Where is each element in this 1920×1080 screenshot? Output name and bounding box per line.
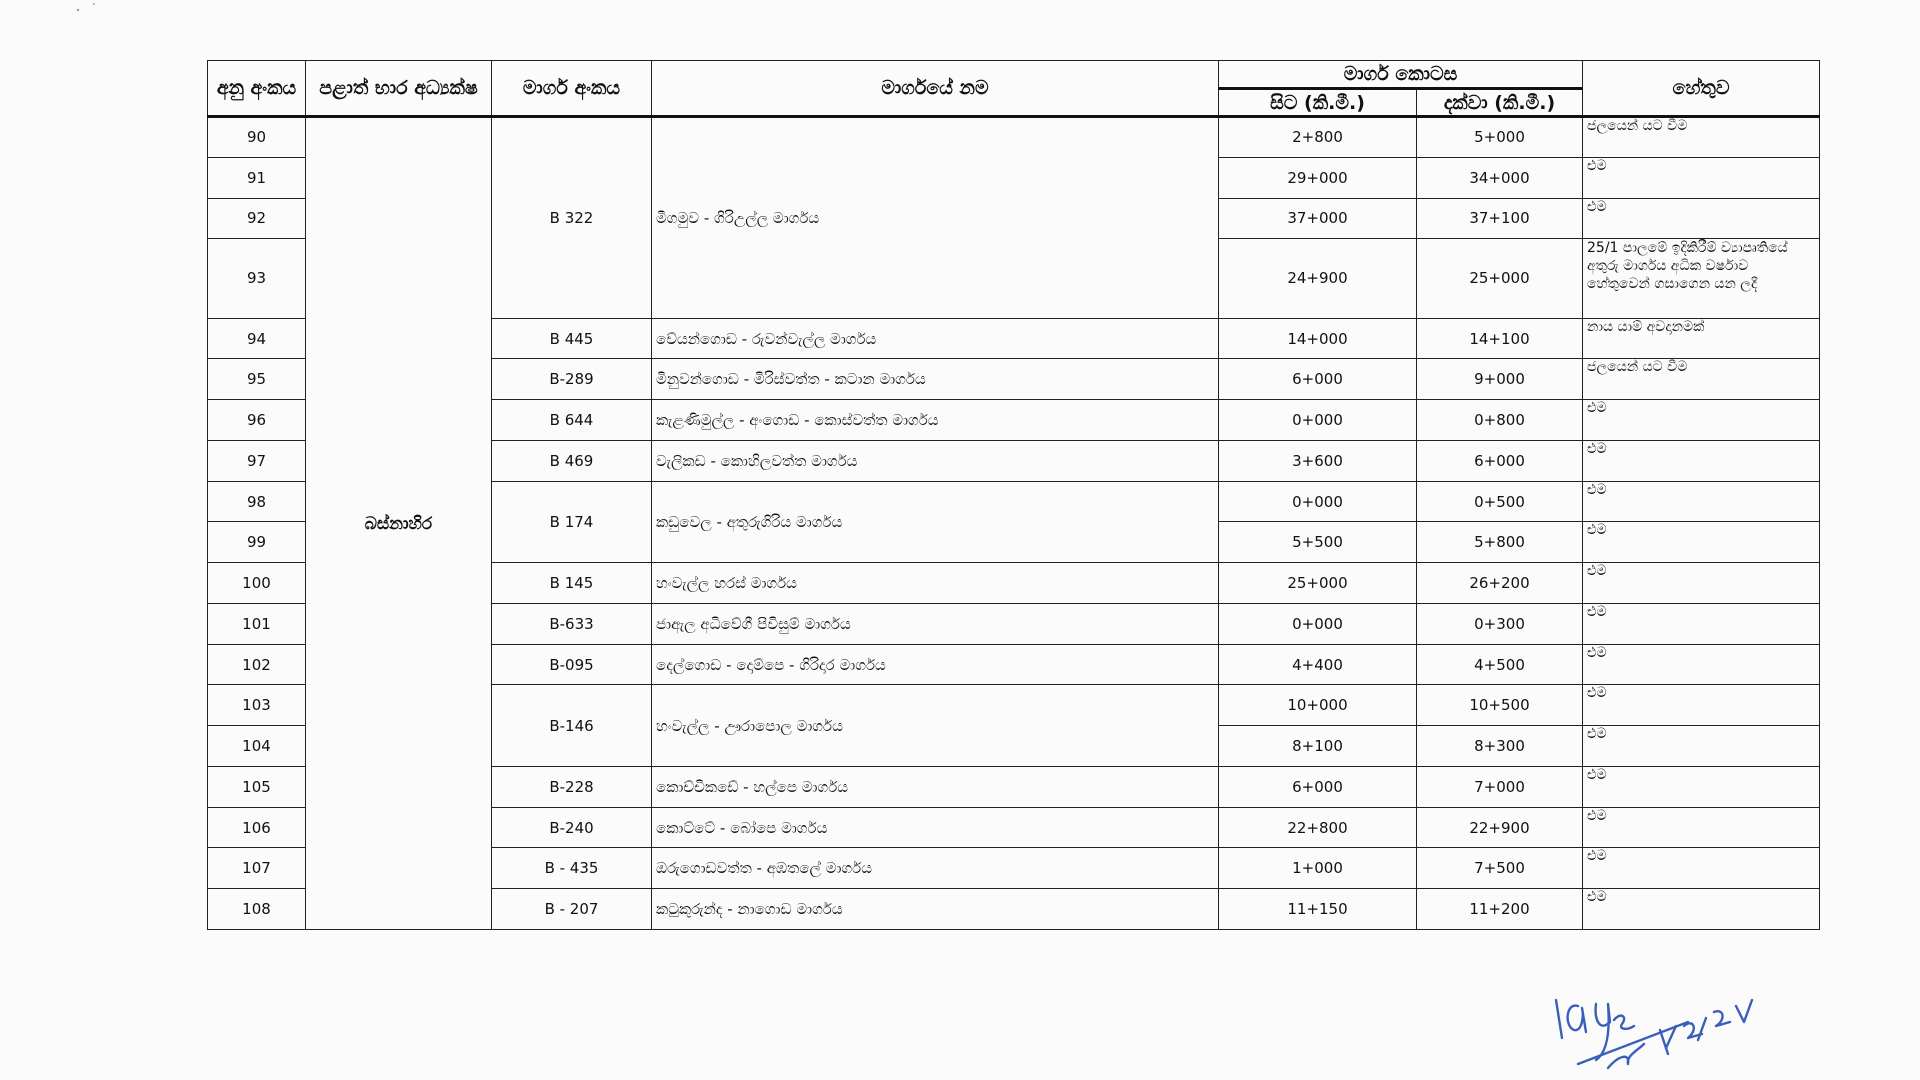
serial-cell: 104 <box>208 726 306 767</box>
reason-cell: එම <box>1583 644 1820 685</box>
from-cell: 5+500 <box>1219 522 1417 563</box>
to-cell: 0+800 <box>1417 400 1583 441</box>
from-cell: 10+000 <box>1219 685 1417 726</box>
serial-cell: 95 <box>208 359 306 400</box>
road-no-cell: B 145 <box>492 563 652 604</box>
road-name-cell: ඔරුගොඩවත්ත - අඹතලේ මාර්ගය <box>652 848 1219 889</box>
header-road-no: මාර්ග අංකය <box>492 61 652 117</box>
to-cell: 0+300 <box>1417 603 1583 644</box>
to-cell: 0+500 <box>1417 481 1583 522</box>
road-name-cell: වැලිකඩ - කොහිලවත්ත මාර්ගය <box>652 440 1219 481</box>
serial-cell: 101 <box>208 603 306 644</box>
header-road-name: මාර්ගයේ නම <box>652 61 1219 117</box>
serial-cell: 99 <box>208 522 306 563</box>
table-header <box>208 61 1820 117</box>
from-cell: 37+000 <box>1219 198 1417 239</box>
to-cell: 26+200 <box>1417 563 1583 604</box>
to-cell: 8+300 <box>1417 726 1583 767</box>
serial-cell: 93 <box>208 239 306 318</box>
reason-cell: එම <box>1583 807 1820 848</box>
reason-cell: එම <box>1583 400 1820 441</box>
road-name-cell: මිනුවන්ගොඩ - මිරිස්වත්ත - කටාන මාර්ගය <box>652 359 1219 400</box>
serial-cell: 107 <box>208 848 306 889</box>
serial-cell: 98 <box>208 481 306 522</box>
road-no-cell: B-228 <box>492 766 652 807</box>
serial-cell: 90 <box>208 117 306 158</box>
handwritten-signature <box>1548 960 1768 1070</box>
from-cell: 2+800 <box>1219 117 1417 158</box>
table-body <box>208 117 1820 930</box>
to-cell: 7+000 <box>1417 766 1583 807</box>
road-closure-table-wrap <box>207 60 1819 930</box>
reason-cell: නාය යාම් අවදානමක් <box>1583 318 1820 359</box>
from-cell: 0+000 <box>1219 481 1417 522</box>
road-closure-table <box>207 60 1820 930</box>
reason-cell: ජලයෙන් යට වීම <box>1583 359 1820 400</box>
road-no-cell: B 174 <box>492 481 652 563</box>
from-cell: 0+000 <box>1219 400 1417 441</box>
header-reason: හේතුව <box>1583 61 1820 117</box>
to-cell: 5+800 <box>1417 522 1583 563</box>
road-no-cell: B-095 <box>492 644 652 685</box>
serial-cell: 102 <box>208 644 306 685</box>
serial-cell: 96 <box>208 400 306 441</box>
reason-cell: එම <box>1583 685 1820 726</box>
from-cell: 6+000 <box>1219 766 1417 807</box>
from-cell: 1+000 <box>1219 848 1417 889</box>
reason-cell: එම <box>1583 157 1820 198</box>
from-cell: 14+000 <box>1219 318 1417 359</box>
from-cell: 4+400 <box>1219 644 1417 685</box>
from-cell: 29+000 <box>1219 157 1417 198</box>
road-no-cell: B - 207 <box>492 889 652 930</box>
reason-cell: එම <box>1583 603 1820 644</box>
road-name-cell: හංවැල්ල - ඌරාපොල මාර්ගය <box>652 685 1219 767</box>
reason-cell: එම <box>1583 848 1820 889</box>
serial-cell: 103 <box>208 685 306 726</box>
header-to: දක්වා (කි.මී.) <box>1417 89 1583 117</box>
from-cell: 11+150 <box>1219 889 1417 930</box>
to-cell: 14+100 <box>1417 318 1583 359</box>
from-cell: 8+100 <box>1219 726 1417 767</box>
serial-cell: 100 <box>208 563 306 604</box>
road-no-cell: B 322 <box>492 117 652 319</box>
serial-cell: 108 <box>208 889 306 930</box>
to-cell: 37+100 <box>1417 198 1583 239</box>
road-name-cell: දෙල්ගොඩ - දොම්පෙ - ගිරිදාර මාර්ගය <box>652 644 1219 685</box>
reason-cell: එම <box>1583 481 1820 522</box>
from-cell: 0+000 <box>1219 603 1417 644</box>
to-cell: 7+500 <box>1417 848 1583 889</box>
to-cell: 34+000 <box>1417 157 1583 198</box>
to-cell: 4+500 <box>1417 644 1583 685</box>
road-name-cell: හංවැල්ල හරස් මාර්ගය <box>652 563 1219 604</box>
header-section: මාර්ග කොටස <box>1219 61 1583 89</box>
to-cell: 6+000 <box>1417 440 1583 481</box>
serial-cell: 92 <box>208 198 306 239</box>
from-cell: 6+000 <box>1219 359 1417 400</box>
scan-specks <box>70 0 110 20</box>
road-no-cell: B - 435 <box>492 848 652 889</box>
to-cell: 10+500 <box>1417 685 1583 726</box>
reason-cell: එම <box>1583 198 1820 239</box>
serial-cell: 105 <box>208 766 306 807</box>
road-no-cell: B-633 <box>492 603 652 644</box>
reason-cell: 25/1 පාලමේ ඉදිකිරීම් ව්‍යාපෘතියේ අතුරු මාර්ගය අධික වර්ෂාව හේතුවෙන් ගසාගෙන යන ලදී <box>1583 239 1820 318</box>
road-name-cell: කටුකුරුන්ද - නාගොඩ මාර්ගය <box>652 889 1219 930</box>
to-cell: 22+900 <box>1417 807 1583 848</box>
reason-cell: එම <box>1583 563 1820 604</box>
road-name-cell: වේයන්ගොඩ - රුවන්වැල්ල මාර්ගය <box>652 318 1219 359</box>
from-cell: 25+000 <box>1219 563 1417 604</box>
reason-cell: එම <box>1583 889 1820 930</box>
from-cell: 3+600 <box>1219 440 1417 481</box>
road-name-cell: ජාඇල අධිවේගී පිවිසුම් මාර්ගය <box>652 603 1219 644</box>
serial-cell: 91 <box>208 157 306 198</box>
to-cell: 25+000 <box>1417 239 1583 318</box>
office-cell: බස්නාහිර <box>306 117 492 930</box>
header-office: පළාත් භාර අධ්‍යක්ෂ <box>306 61 492 117</box>
road-name-cell: මීගමුව - ගිරිඋල්ල මාර්ගය <box>652 117 1219 319</box>
road-name-cell: කැළණිමුල්ල - අංගොඩ - කොස්වත්ත මාර්ගය <box>652 400 1219 441</box>
header-serial: අනු අංකය <box>208 61 306 117</box>
serial-cell: 97 <box>208 440 306 481</box>
to-cell: 11+200 <box>1417 889 1583 930</box>
road-no-cell: B-240 <box>492 807 652 848</box>
to-cell: 9+000 <box>1417 359 1583 400</box>
serial-cell: 106 <box>208 807 306 848</box>
from-cell: 24+900 <box>1219 239 1417 318</box>
road-name-cell: කඩුවෙල - අතුරුගිරිය මාර්ගය <box>652 481 1219 563</box>
to-cell: 5+000 <box>1417 117 1583 158</box>
road-no-cell: B-289 <box>492 359 652 400</box>
road-name-cell: කොට්ටේ - බෝපෙ මාර්ගය <box>652 807 1219 848</box>
reason-cell: එම <box>1583 440 1820 481</box>
reason-cell: එම <box>1583 522 1820 563</box>
header-from: සිට (කි.මී.) <box>1219 89 1417 117</box>
from-cell: 22+800 <box>1219 807 1417 848</box>
road-no-cell: B-146 <box>492 685 652 767</box>
road-name-cell: කොච්චිකඩේ - හල්පෙ මාර්ගය <box>652 766 1219 807</box>
table-row <box>208 117 1820 158</box>
reason-cell: එම <box>1583 766 1820 807</box>
serial-cell: 94 <box>208 318 306 359</box>
reason-cell: එම <box>1583 726 1820 767</box>
reason-cell: ජලයෙන් යට වීම <box>1583 117 1820 158</box>
road-no-cell: B 644 <box>492 400 652 441</box>
road-no-cell: B 469 <box>492 440 652 481</box>
road-no-cell: B 445 <box>492 318 652 359</box>
